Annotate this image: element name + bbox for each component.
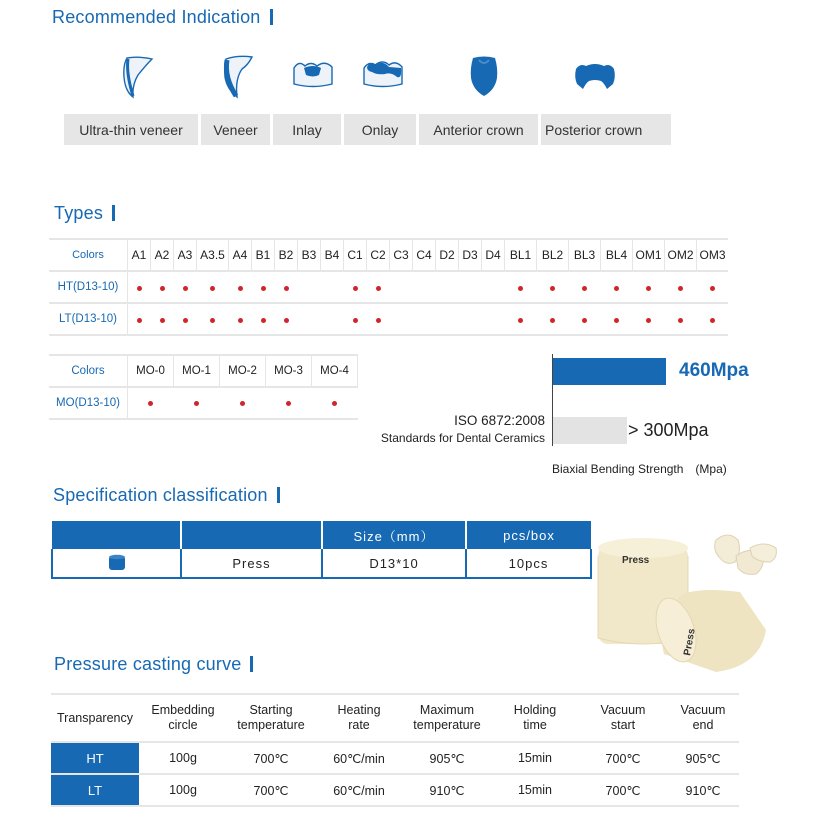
availability-dot: [160, 318, 165, 323]
availability-dot: [194, 401, 199, 406]
availability-cell: [569, 303, 601, 335]
color-code: B2: [275, 239, 298, 271]
section-title-curve: Pressure casting curve: [54, 654, 253, 675]
availability-cell: [665, 271, 697, 303]
color-code: C1: [344, 239, 367, 271]
availability-cell: [569, 271, 601, 303]
row-label: HT(D13-10): [49, 271, 128, 303]
availability-cell: [459, 303, 482, 335]
strength-axis-label: Biaxial Bending Strength (Mpa): [552, 462, 727, 476]
availability-dot: [678, 286, 683, 291]
ingot-label-back: Press: [622, 555, 650, 566]
curve-header: Heating rate: [315, 694, 403, 742]
color-code: MO-0: [128, 355, 174, 387]
curve-cell: 700℃: [227, 742, 315, 774]
availability-dot: [137, 286, 142, 291]
availability-cell: [174, 387, 220, 419]
color-code: B3: [298, 239, 321, 271]
color-code: A2: [151, 239, 174, 271]
spec-header-row: [52, 521, 591, 549]
availability-cell: [266, 387, 312, 419]
availability-dot: [210, 318, 215, 323]
section-title-types: Types: [54, 203, 115, 224]
indication-row: [64, 114, 671, 145]
color-code: C2: [367, 239, 390, 271]
availability-cell: [197, 303, 229, 335]
section-title-spec: Specification classification: [53, 485, 280, 506]
mo-header-row: [49, 355, 358, 387]
section-title-indication: Recommended Indication: [52, 7, 273, 28]
curve-row-name: LT: [51, 774, 139, 806]
product-image: [590, 526, 790, 674]
indication-label: Inlay: [273, 114, 344, 145]
availability-cell: [505, 303, 537, 335]
color-code: BL3: [569, 239, 601, 271]
availability-cell: [174, 303, 197, 335]
row-label: LT(D13-10): [49, 303, 128, 335]
color-code: C3: [390, 239, 413, 271]
types-header-label: Colors: [49, 239, 128, 271]
availability-cell: [275, 303, 298, 335]
availability-cell: [436, 303, 459, 335]
availability-cell: [298, 271, 321, 303]
color-code: OM2: [665, 239, 697, 271]
color-code: MO-1: [174, 355, 220, 387]
availability-cell: [413, 303, 436, 335]
color-code: BL1: [505, 239, 537, 271]
color-code: A1: [128, 239, 151, 271]
curve-cell: 15min: [491, 742, 579, 774]
availability-dot: [183, 318, 188, 323]
color-code: B1: [252, 239, 275, 271]
curve-header: Transparency: [51, 694, 139, 742]
spec-pcs: 10pcs: [466, 549, 591, 578]
availability-dot: [710, 318, 715, 323]
types-header-row: [49, 239, 728, 271]
curve-cell: 910℃: [667, 774, 739, 806]
color-code: B4: [321, 239, 344, 271]
curve-header: Vacuum start: [579, 694, 667, 742]
availability-dot: [183, 286, 188, 291]
spec-size: D13*10: [322, 549, 466, 578]
availability-cell: [537, 271, 569, 303]
table-row: [49, 303, 728, 335]
color-code: C4: [413, 239, 436, 271]
availability-cell: [252, 303, 275, 335]
ingot-label-front: Press: [682, 627, 698, 657]
availability-dot: [353, 318, 358, 323]
availability-dot: [261, 286, 266, 291]
curve-cell: 700℃: [579, 774, 667, 806]
availability-cell: [367, 271, 390, 303]
availability-dot: [210, 286, 215, 291]
availability-dot: [518, 318, 523, 323]
color-code: BL4: [601, 239, 633, 271]
availability-cell: [321, 303, 344, 335]
availability-cell: [633, 303, 665, 335]
curve-header: Embedding circle: [139, 694, 227, 742]
availability-cell: [390, 303, 413, 335]
curve-cell: 910℃: [403, 774, 491, 806]
availability-cell: [413, 271, 436, 303]
availability-cell: [298, 303, 321, 335]
curve-cell: 905℃: [667, 742, 739, 774]
availability-cell: [312, 387, 358, 419]
curve-row-name: HT: [51, 742, 139, 774]
ingot-icon: [107, 553, 127, 573]
indication-label: Onlay: [344, 114, 419, 145]
availability-cell: [128, 271, 151, 303]
availability-cell: [697, 271, 729, 303]
availability-cell: [151, 303, 174, 335]
color-code: MO-3: [266, 355, 312, 387]
curve-header: Maximum temperature: [403, 694, 491, 742]
availability-cell: [128, 303, 151, 335]
availability-dot: [284, 286, 289, 291]
color-code: D3: [459, 239, 482, 271]
availability-dot: [582, 318, 587, 323]
availability-dot: [614, 286, 619, 291]
onlay-icon: [361, 57, 405, 90]
posterior-crown-icon: [573, 61, 617, 91]
availability-cell: [537, 303, 569, 335]
availability-dot: [550, 318, 555, 323]
availability-cell: [482, 303, 505, 335]
availability-dot: [614, 318, 619, 323]
availability-dot: [376, 318, 381, 323]
availability-dot: [646, 286, 651, 291]
curve-cell: 60℃/min: [315, 742, 403, 774]
availability-cell: [697, 303, 729, 335]
availability-cell: [220, 387, 266, 419]
table-row: [49, 387, 358, 419]
color-code: OM1: [633, 239, 665, 271]
anterior-crown-icon: [467, 54, 501, 98]
row-label: MO(D13-10): [49, 387, 128, 419]
curve-cell: 700℃: [227, 774, 315, 806]
table-row: [51, 774, 739, 806]
table-row: [51, 742, 739, 774]
availability-cell: [151, 271, 174, 303]
availability-cell: [275, 271, 298, 303]
ultra-thin-veneer-icon: [118, 55, 160, 99]
crown-sample-icon: [715, 535, 777, 574]
availability-dot: [353, 286, 358, 291]
availability-cell: [436, 271, 459, 303]
availability-dot: [160, 286, 165, 291]
curve-cell: 700℃: [579, 742, 667, 774]
availability-dot: [376, 286, 381, 291]
standard-name: ISO 6872:2008: [454, 413, 545, 428]
spec-icon-cell: [52, 549, 181, 578]
availability-dot: [518, 286, 523, 291]
mo-table: [49, 354, 358, 420]
curve-header: Starting temperature: [227, 694, 315, 742]
mo-header-label: Colors: [49, 355, 128, 387]
availability-cell: [601, 271, 633, 303]
spec-header-size: Size（mm）: [322, 521, 466, 549]
availability-dot: [238, 286, 243, 291]
strength-value-product: 460Mpa: [679, 360, 749, 381]
curve-header: Holding time: [491, 694, 579, 742]
availability-dot: [238, 318, 243, 323]
availability-cell: [390, 271, 413, 303]
availability-dot: [240, 401, 245, 406]
curve-cell: 905℃: [403, 742, 491, 774]
availability-cell: [633, 271, 665, 303]
strength-bar-standard: [553, 417, 627, 444]
availability-dot: [646, 318, 651, 323]
inlay-icon: [291, 58, 335, 90]
availability-dot: [678, 318, 683, 323]
veneer-icon: [220, 53, 256, 99]
curve-header-row: [51, 694, 739, 742]
color-code: A4: [229, 239, 252, 271]
availability-dot: [710, 286, 715, 291]
standard-description: Standards for Dental Ceramics: [380, 431, 545, 445]
curve-cell: 100g: [139, 774, 227, 806]
availability-cell: [367, 303, 390, 335]
table-row: [49, 271, 728, 303]
availability-dot: [148, 401, 153, 406]
availability-cell: [344, 271, 367, 303]
availability-cell: [459, 271, 482, 303]
availability-dot: [332, 401, 337, 406]
curve-cell: 100g: [139, 742, 227, 774]
availability-cell: [229, 303, 252, 335]
color-code: OM3: [697, 239, 729, 271]
spec-type: Press: [181, 549, 322, 578]
indication-label: Posterior crown: [541, 114, 671, 145]
availability-dot: [550, 286, 555, 291]
indication-label: Ultra-thin veneer: [64, 114, 201, 145]
curve-table: [51, 693, 739, 807]
curve-cell: 60℃/min: [315, 774, 403, 806]
spec-row: [52, 549, 591, 578]
availability-cell: [229, 271, 252, 303]
availability-cell: [344, 303, 367, 335]
curve-cell: 15min: [491, 774, 579, 806]
availability-cell: [321, 271, 344, 303]
strength-value-standard: > 300Mpa: [628, 420, 709, 440]
color-code: MO-4: [312, 355, 358, 387]
press-ingot-front: [649, 590, 766, 672]
availability-dot: [582, 286, 587, 291]
types-table: [49, 238, 728, 336]
availability-cell: [174, 271, 197, 303]
availability-dot: [284, 318, 289, 323]
color-code: D2: [436, 239, 459, 271]
availability-cell: [482, 271, 505, 303]
color-code: A3: [174, 239, 197, 271]
availability-cell: [665, 303, 697, 335]
color-code: A3.5: [197, 239, 229, 271]
curve-header: Vacuum end: [667, 694, 739, 742]
color-code: D4: [482, 239, 505, 271]
availability-cell: [197, 271, 229, 303]
color-code: MO-2: [220, 355, 266, 387]
availability-cell: [505, 271, 537, 303]
availability-dot: [286, 401, 291, 406]
spec-header-pcs: pcs/box: [466, 521, 591, 549]
spec-header-icon: [52, 521, 181, 549]
availability-dot: [137, 318, 142, 323]
spec-header-type: [181, 521, 322, 549]
availability-cell: [128, 387, 174, 419]
availability-dot: [261, 318, 266, 323]
spec-table: [51, 521, 592, 579]
availability-cell: [601, 303, 633, 335]
availability-cell: [252, 271, 275, 303]
indication-label: Veneer: [201, 114, 273, 145]
indication-label: Anterior crown: [419, 114, 541, 145]
color-code: BL2: [537, 239, 569, 271]
strength-bar-product: [553, 358, 666, 385]
